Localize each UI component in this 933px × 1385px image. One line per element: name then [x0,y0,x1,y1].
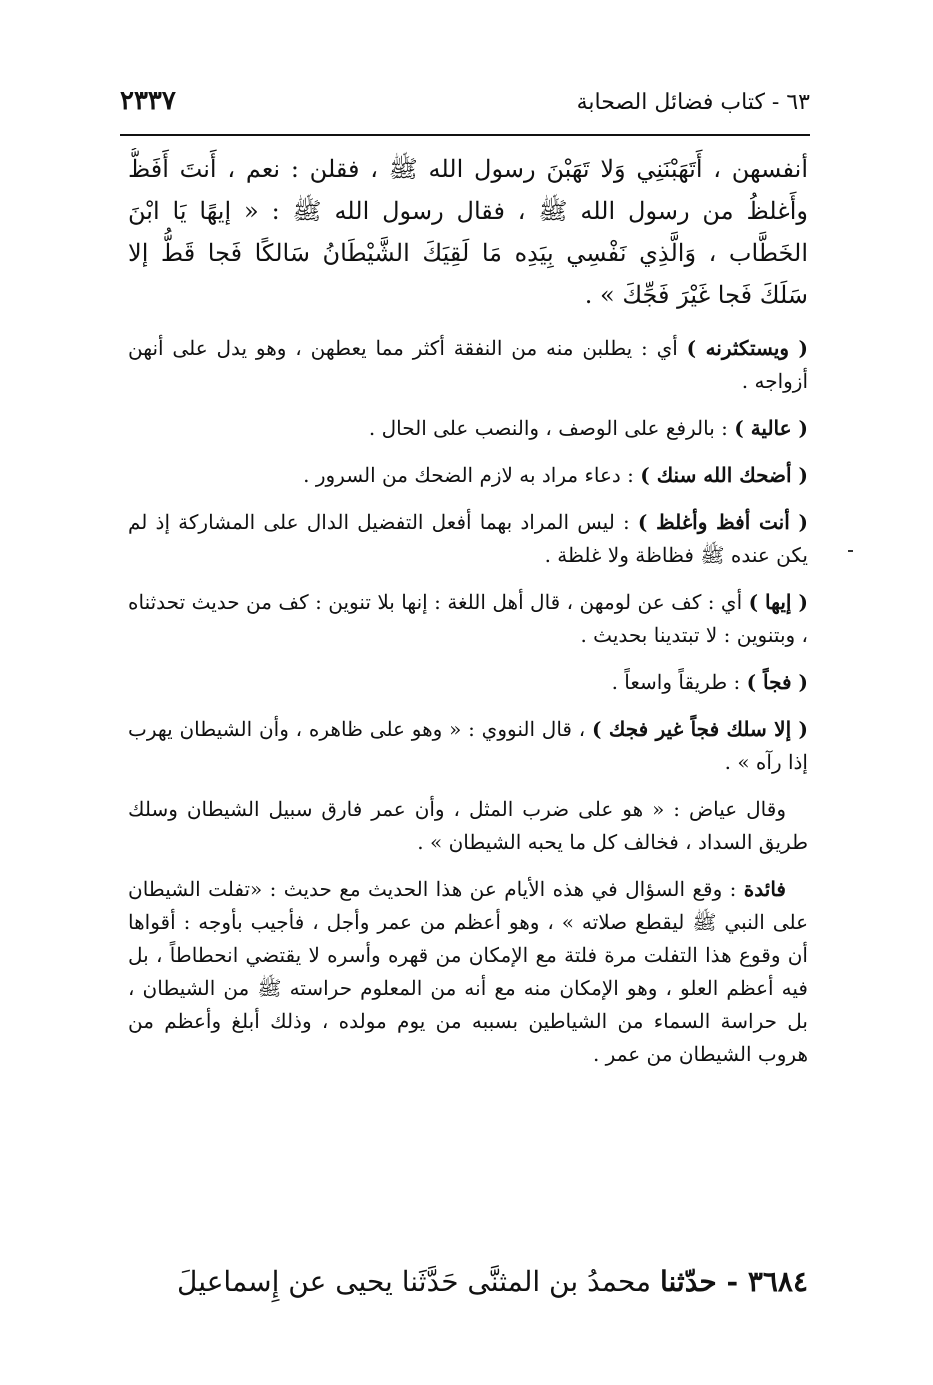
note-term: ( أضحك الله سنك ) [640,463,808,487]
note-term: ( إلا سلك فجاً غير فجك ) [592,717,808,741]
note-paragraph [128,586,808,652]
hadith-chain-text: محمدُ بن المثنَّى حَدَّثَنا يحيى عن إِسماعيلَ [177,1265,660,1298]
hadith-text: أنفسهن ، أَتَهَبْنَنِي وَلا تَهَبْنَ رسول الله ﷺ ، فقلن : نعم ، أَنتَ أَفَظُّ وأَغلظُ من رسول الله ﷺ ، فقال رسول الله ﷺ : « إيهًا يَا ابْنَ الخَطَّاب ، وَالَّذِي نَفْسِي بِيَدِه مَا لَقِيَكَ الشَّيْطَانُ سَالكًا فَجا قَطُّ إلا سَلَكَ فَجا غَيْرَ فَجِّكَ » . [128,155,808,309]
page-header [120,84,810,124]
header-rule [120,134,810,136]
note-paragraph [128,666,808,699]
hadith-number: ٣٦٨٤ [747,1265,808,1298]
note-paragraph [128,459,808,492]
note-term: ( عالية ) [734,416,808,440]
hadith-dash: - [716,1265,748,1298]
next-hadith [128,1262,808,1302]
note-text: أي : كف عن لومهن ، قال أهل اللغة : إنها بلا تنوين : كف من حديث تحدثناه ، وبتنوين : لا تبتدينا بحديث . [128,590,808,647]
note-text: ، قال النووي : « وهو على ظاهره ، وأن الشيطان يهرب إذا رآه » . [128,717,808,774]
note-text: أي : يطلبن منه من النفقة أكثر مما يعطهن ، وهو يدل على أنهن أزواجه . [128,336,808,393]
note-text: : دعاء مراد به لازم الضحك من السرور . [303,463,641,487]
note-term: فائدة [743,877,786,901]
hadith-text-block [128,148,808,316]
note-paragraph [128,873,808,1071]
note-text: : وقع السؤال في هذه الأيام عن هذا الحديث مع حديث : «تفلت الشيطان على النبي ﷺ ليقطع صلاته » ، وهو أعظم من عمر وأجل ، فأجيب بأوجه : أقواها أن وقوع هذا التفلت مرة فلتة مع الإمكان من قهره وأسره لا يقتضي انحطاطاً ، بل فيه أعظم العلو ، وهو الإمكان منه مع أنه من المعلوم حراسته ﷺ من الشيطان ، بل حراسة السماء من الشياطين بسببه من يوم مولده ، وذلك أبلغ وأعظم من هروب الشيطان من عمر . [128,877,808,1066]
hadith-lead: حدّثنا [659,1265,717,1298]
note-text: : طريقاً واسعاً . [611,670,747,694]
note-term: ( فجاً ) [746,670,808,694]
page-body [128,148,808,1085]
note-term: ( إيها ) [748,590,808,614]
note-term: ( أنت أفظ وأغلظ ) [637,510,808,534]
commentary-notes [128,332,808,1071]
note-text: : بالرفع على الوصف ، والنصب على الحال . [368,416,735,440]
note-paragraph [128,412,808,445]
note-paragraph [128,793,808,859]
note-term: ( ويستكثرنه ) [686,336,808,360]
chapter-title: ٦٣ - كتاب فضائل الصحابة [576,90,810,115]
note-text: : ليس المراد بهما أفعل التفضيل الدال على المشاركة إذ لم يكن عنده ﷺ فظاظة ولا غلظة . [128,510,808,567]
page-number: ٢٣٣٧ [120,86,176,116]
note-text: وقال عياض : « هو على ضرب المثل ، وأن عمر فارق سبيل الشيطان وسلك طريق السداد ، فخالف كل ما يحبه الشيطان » . [128,797,808,854]
note-paragraph [128,332,808,398]
note-paragraph [128,713,808,779]
margin-mark [848,550,853,552]
note-paragraph [128,506,808,572]
